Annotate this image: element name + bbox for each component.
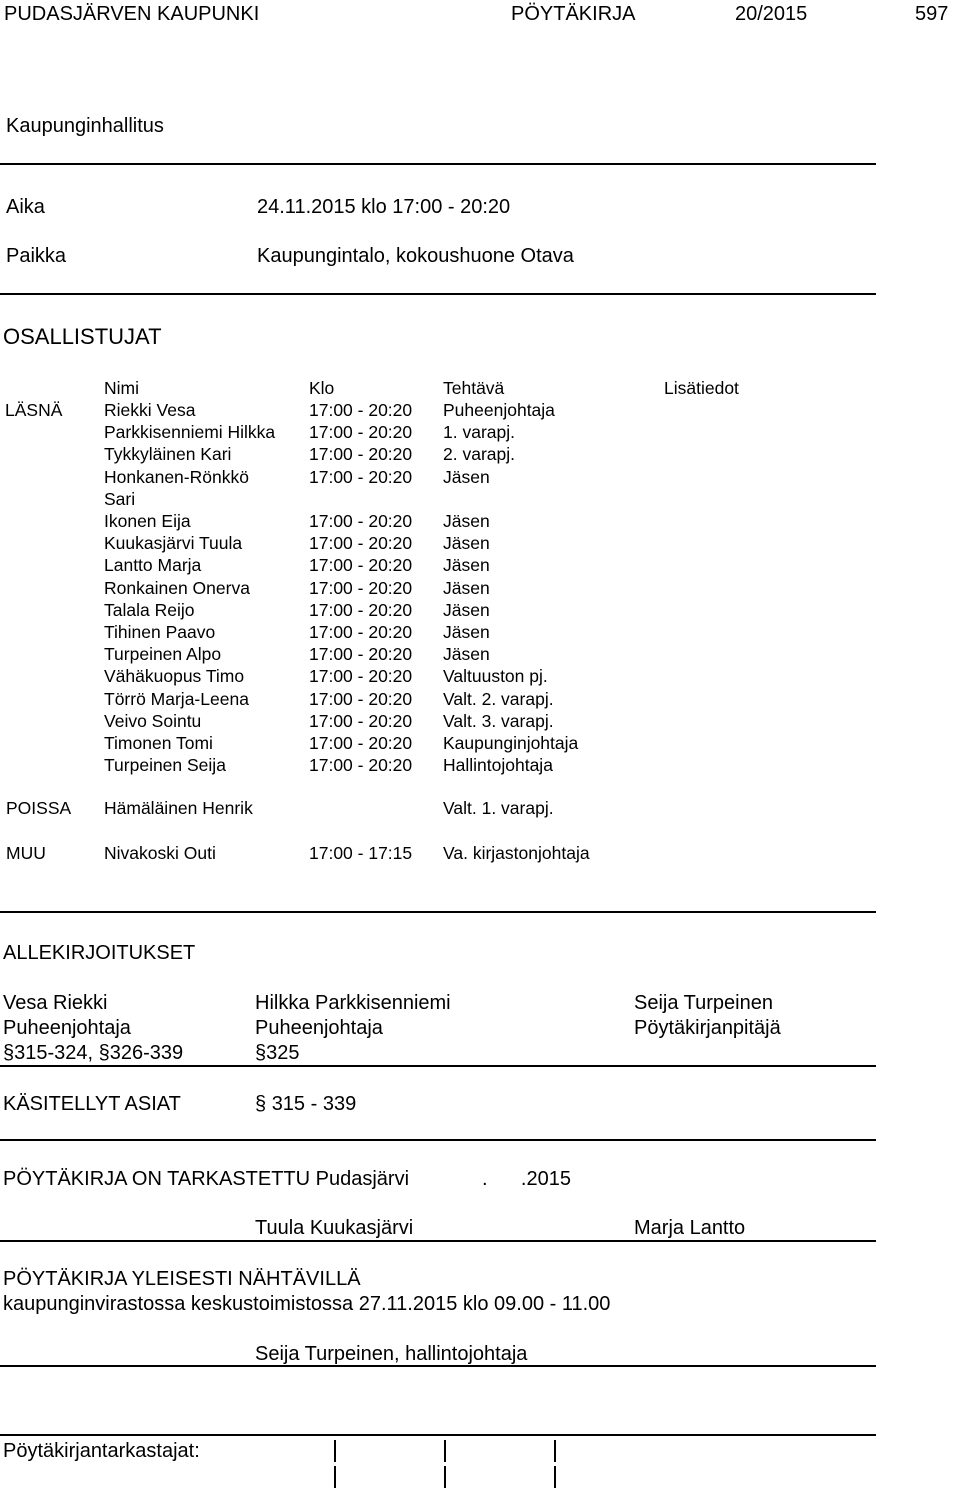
- org-name: PUDASJÄRVEN KAUPUNKI: [4, 3, 260, 25]
- column-header-role: Tehtävä: [443, 378, 505, 398]
- column-header-name: Nimi: [104, 378, 139, 398]
- section-symbol: §: [98, 1042, 110, 1064]
- participant-role: Kaupunginjohtaja: [443, 733, 579, 753]
- participant-role: Valtuuston pj.: [443, 666, 548, 686]
- participant-role: 2. varapj.: [443, 444, 515, 464]
- participant-name: Talala Reijo: [104, 600, 195, 620]
- participant-time: 17:00 - 20:20: [309, 755, 413, 775]
- checked-label: PÖYTÄKIRJA ON TARKASTETTU Pudasjärvi: [3, 1168, 410, 1190]
- signer-name: Hilkka Parkkisenniemi: [255, 992, 451, 1014]
- participant-time: 17:00 - 20:20: [309, 555, 413, 575]
- absent-role: Valt. 1. varapj.: [443, 798, 554, 818]
- participant-role: Hallintojohtaja: [443, 755, 553, 775]
- participant-name: Ronkainen Onerva: [104, 578, 250, 598]
- participant-time: 17:00 - 20:20: [309, 511, 413, 531]
- participant-role: Jäsen: [443, 600, 490, 620]
- signature-box-line: [444, 1440, 446, 1462]
- participant-time: 17:00 - 20:20: [309, 711, 413, 731]
- participant-role: Jäsen: [443, 644, 490, 664]
- participant-name: Honkanen-Rönkkö: [104, 467, 249, 487]
- divider: [0, 1065, 876, 1067]
- participant-name: Lantto Marja: [104, 555, 202, 575]
- checker-name: Marja Lantto: [634, 1217, 746, 1239]
- divider: [0, 1240, 876, 1242]
- place-label: Paikka: [6, 245, 67, 267]
- section-symbol: §: [255, 1042, 267, 1064]
- participant-role: Valt. 3. varapj.: [443, 711, 554, 731]
- present-label: LÄSNÄ: [5, 400, 63, 420]
- participant-time: 17:00 - 20:20: [309, 689, 413, 709]
- signature-box-line: [334, 1440, 336, 1462]
- body-name: Kaupunginhallitus: [6, 115, 164, 137]
- signer-title: Puheenjohtaja: [255, 1017, 383, 1039]
- participant-time: 17:00 - 20:20: [309, 578, 413, 598]
- participant-name: Törrö Marja-Leena: [104, 689, 249, 709]
- signature-box-line: [444, 1466, 446, 1488]
- absent-name: Hämäläinen Henrik: [104, 798, 253, 818]
- participant-role: Jäsen: [443, 511, 490, 531]
- handled-value: § 315 - 339: [255, 1093, 357, 1115]
- page-number: 597: [915, 3, 949, 25]
- divider: [0, 1139, 876, 1141]
- participant-name: Ikonen Eija: [104, 511, 191, 531]
- other-name: Nivakoski Outi: [104, 843, 216, 863]
- absent-label: POISSA: [6, 798, 72, 818]
- doc-number: 20/2015: [735, 3, 808, 25]
- participant-role: 1. varapj.: [443, 422, 515, 442]
- participant-name: Riekki Vesa: [104, 400, 196, 420]
- participant-name: Vähäkuopus Timo: [104, 666, 245, 686]
- participant-role: Valt. 2. varapj.: [443, 689, 554, 709]
- section-symbol: §: [3, 1042, 15, 1064]
- participant-name: Timonen Tomi: [104, 733, 213, 753]
- participant-name: Veivo Sointu: [104, 711, 202, 731]
- participant-role: Jäsen: [443, 467, 490, 487]
- participant-time: 17:00 - 20:20: [309, 533, 413, 553]
- signature-box-line: [554, 1466, 556, 1488]
- participant-name: Parkkisenniemi Hilkka: [104, 422, 276, 442]
- column-header-time: Klo: [309, 378, 335, 398]
- other-role: Va. kirjastonjohtaja: [443, 843, 590, 863]
- signer-sections: §325: [255, 1042, 300, 1064]
- divider: [0, 1365, 876, 1367]
- other-label: MUU: [6, 843, 46, 863]
- participant-time: 17:00 - 20:20: [309, 644, 413, 664]
- signer-name: Vesa Riekki: [3, 992, 108, 1014]
- signer-title: Pöytäkirjanpitäjä: [634, 1017, 781, 1039]
- participant-role: Puheenjohtaja: [443, 400, 555, 420]
- participant-name: Kuukasjärvi Tuula: [104, 533, 243, 553]
- signatures-heading: ALLEKIRJOITUKSET: [3, 942, 196, 964]
- participant-time: 17:00 - 20:20: [309, 422, 413, 442]
- public-detail: kaupunginvirastossa keskustoimistossa 27.11.2015 klo 09.00 - 11.00: [3, 1293, 611, 1315]
- reviewers-label: Pöytäkirjantarkastajat:: [3, 1440, 200, 1462]
- participant-name: Tihinen Paavo: [104, 622, 216, 642]
- participant-name: Turpeinen Alpo: [104, 644, 222, 664]
- doc-type: PÖYTÄKIRJA: [511, 3, 636, 25]
- column-header-notes: Lisätiedot: [664, 378, 739, 398]
- participant-name: Sari: [104, 489, 136, 509]
- participant-name: Tykkyläinen Kari: [104, 444, 232, 464]
- signature-box-line: [554, 1440, 556, 1462]
- public-signer: Seija Turpeinen, hallintojohtaja: [255, 1343, 528, 1365]
- time-label: Aika: [6, 196, 45, 218]
- signer-title: Puheenjohtaja: [3, 1017, 131, 1039]
- participant-time: 17:00 - 20:20: [309, 733, 413, 753]
- participant-time: 17:00 - 20:20: [309, 666, 413, 686]
- checker-name: Tuula Kuukasjärvi: [255, 1217, 414, 1239]
- participant-time: 17:00 - 20:20: [309, 600, 413, 620]
- participant-role: Jäsen: [443, 578, 490, 598]
- signer-name: Seija Turpeinen: [634, 992, 773, 1014]
- divider: [0, 911, 876, 913]
- participant-role: Jäsen: [443, 555, 490, 575]
- place-value: Kaupungintalo, kokoushuone Otava: [257, 245, 574, 267]
- participants-heading: OSALLISTUJAT: [3, 324, 162, 349]
- participant-role: Jäsen: [443, 533, 490, 553]
- participant-time: 17:00 - 20:20: [309, 444, 413, 464]
- section-symbol: §: [255, 1093, 267, 1115]
- divider: [0, 163, 876, 165]
- public-label: PÖYTÄKIRJA YLEISESTI NÄHTÄVILLÄ: [3, 1268, 361, 1290]
- other-time: 17:00 - 17:15: [309, 843, 413, 863]
- divider: [0, 293, 876, 295]
- handled-label: KÄSITELLYT ASIAT: [3, 1093, 181, 1115]
- participant-time: 17:00 - 20:20: [309, 622, 413, 642]
- checked-date: . .2015: [482, 1168, 571, 1190]
- signer-sections: §315-324, §326-339: [3, 1042, 184, 1064]
- divider: [0, 1434, 876, 1436]
- participant-time: 17:00 - 20:20: [309, 400, 413, 420]
- participant-time: 17:00 - 20:20: [309, 467, 413, 487]
- signature-box-line: [334, 1466, 336, 1488]
- participant-name: Turpeinen Seija: [104, 755, 226, 775]
- time-value: 24.11.2015 klo 17:00 - 20:20: [257, 196, 511, 218]
- participant-role: Jäsen: [443, 622, 490, 642]
